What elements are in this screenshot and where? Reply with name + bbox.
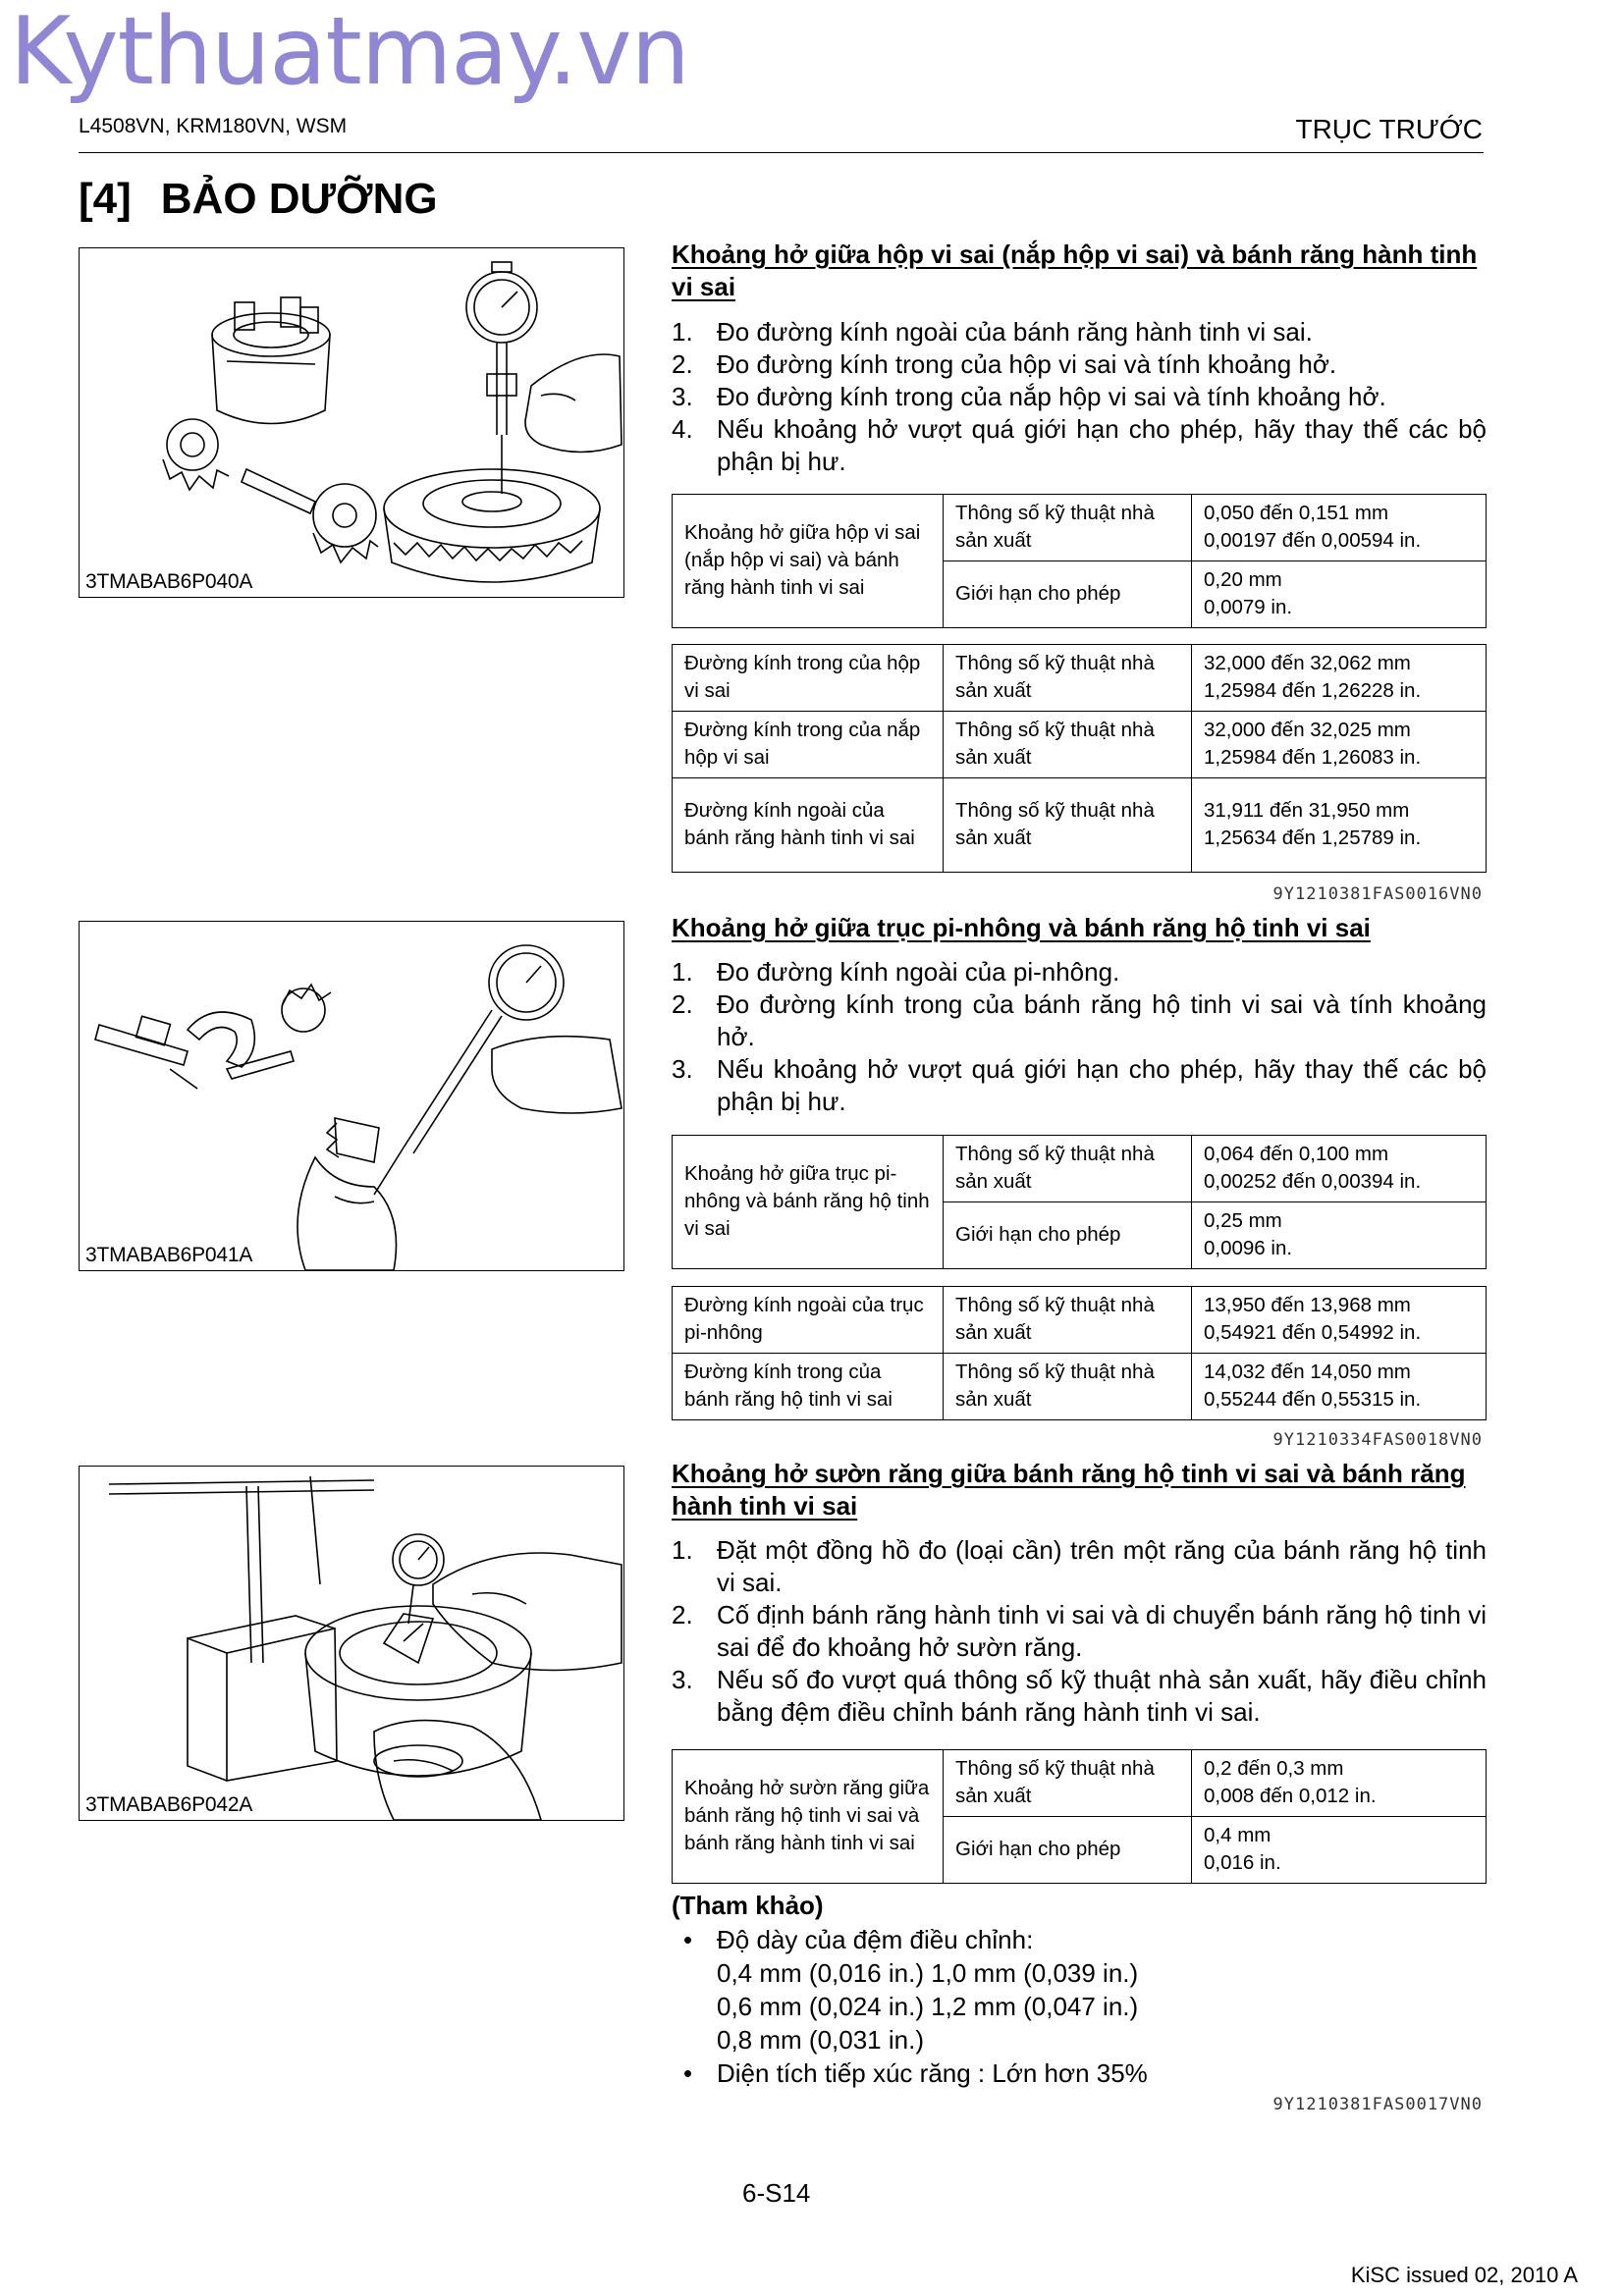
table-row: Đường kính trong của bánh răng hộ tinh vi sai Thông số kỹ thuật nhà sản xuất 14,032 đến 14,050 mm 0,55244 đến 0,55315 in. [673,1354,1487,1420]
backlash-illustration [80,1467,623,1820]
spec-value: 0,050 đến 0,151 mm 0,00197 đến 0,00594 in. [1192,495,1487,561]
step-item: 4. Nếu khoảng hở vượt quá giới hạn cho phép, hãy thay thế các bộ phận bị hư. [672,414,1487,476]
table-row: Đường kính ngoài của bánh răng hành tinh vi sai Thông số kỹ thuật nhà sản xuất 31,911 đến 31,950 mm 1,25634 đến 1,25789 in. [673,778,1487,873]
limit-label: Giới hạn cho phép [944,561,1192,628]
figure-label: 3TMABAB6P040A [85,570,253,593]
differential-case-illustration [80,248,623,597]
figure-label: 3TMABAB6P041A [85,1244,253,1266]
limit-value: 0,20 mm 0,0079 in. [1192,561,1487,628]
page-number: 6-S14 [742,2178,811,2208]
table-row: Đường kính trong của hộp vi sai Thông số kỹ thuật nhà sản xuất 32,000 đến 32,062 mm 1,25984 đến 1,26228 in. [673,645,1487,712]
document-code: 9Y1210381FAS0016VN0 [1272,884,1483,904]
step-item: 3. Đo đường kính trong của nắp hộp vi sai và tính khoảng hở. [672,382,1386,411]
spec-label: Thông số kỹ thuật nhà sản xuất [944,495,1192,561]
step-item: 2. Đo đường kính trong của bánh răng hộ tinh vi sai và tính khoảng hở. [672,989,1487,1051]
figure-pinion-shaft-measurement [79,921,624,1271]
watermark: Kythuatmay.vn [10,0,689,106]
subsection-heading: Khoảng hở sườn răng giữa bánh răng hộ tinh vi sai và bánh răng hành tinh vi sai [672,1459,1466,1521]
step-item: 3. Nếu khoảng hở vượt quá giới hạn cho phép, hãy thay thế các bộ phận bị hư. [672,1054,1487,1116]
limit-label: Giới hạn cho phép [944,1817,1192,1884]
reference-item: • Diện tích tiếp xúc răng : Lớn hơn 35% [683,2058,1148,2088]
bullet-icon: • [683,1925,693,1954]
clearance-spec-table [672,494,1487,628]
section-heading: BẢO DƯỠNG [160,175,438,223]
header-divider [79,152,1484,153]
diameter-spec-table [672,644,1487,873]
diameter-spec-table [672,1286,1487,1420]
section-number: [4] [79,175,132,223]
limit-value: 0,4 mm 0,016 in. [1192,1817,1487,1884]
spec-item: Khoảng hở giữa trục pi-nhông và bánh răng hộ tinh vi sai [673,1136,944,1269]
step-item: 1. Đặt một đồng hồ đo (loại cần) trên một răng của bánh răng hộ tinh vi sai. [672,1535,1487,1597]
spec-value: 0,2 đến 0,3 mm 0,008 đến 0,012 in. [1192,1750,1487,1817]
procedure-steps [672,956,1487,1118]
procedure-steps [672,316,1487,478]
header-manual-codes: L4508VN, KRM180VN, WSM [79,115,348,137]
table-row: Đường kính trong của nắp hộp vi sai Thông số kỹ thuật nhà sản xuất 32,000 đến 32,025 mm 1,25984 đến 1,26083 in. [673,712,1487,778]
spec-item: Khoảng hở sườn răng giữa bánh răng hộ tinh vi sai và bánh răng hành tinh vi sai [673,1750,944,1884]
figure-differential-case-measurement [79,247,624,598]
document-code: 9Y1210334FAS0018VN0 [1272,1430,1483,1450]
reference-title: (Tham khảo) [672,1891,824,1920]
header-chapter-title: TRỤC TRƯỚC [1295,114,1483,144]
reference-list [672,1923,1487,2090]
limit-label: Giới hạn cho phép [944,1202,1192,1269]
subsection-heading: Khoảng hở giữa hộp vi sai (nắp hộp vi sai) và bánh răng hành tinh vi sai [672,240,1478,301]
step-item: 1. Đo đường kính ngoài của bánh răng hành tinh vi sai. [672,317,1313,347]
subsection-heading: Khoảng hở giữa trục pi-nhông và bánh răng hộ tinh vi sai [672,913,1371,942]
step-item: 2. Cố định bánh răng hành tinh vi sai và di chuyển bánh răng hộ tinh vi sai để đo khoảng hở sườn răng. [672,1600,1487,1662]
pinion-shaft-illustration [80,922,623,1270]
step-item: 2. Đo đường kính trong của hộp vi sai và tính khoảng hở. [672,349,1337,379]
spec-label: Thông số kỹ thuật nhà sản xuất [944,1136,1192,1202]
clearance-spec-table [672,1135,1487,1269]
bullet-icon: • [683,2058,693,2088]
limit-value: 0,25 mm 0,0096 in. [1192,1202,1487,1269]
procedure-steps [672,1534,1487,1729]
step-item: 3. Nếu số đo vượt quá thông số kỹ thuật nhà sản xuất, hãy điều chỉnh bằng đệm điều chỉnh bánh răng hành tinh vi sai. [672,1665,1487,1727]
spec-label: Thông số kỹ thuật nhà sản xuất [944,1750,1192,1817]
figure-backlash-measurement [79,1466,624,1821]
document-code: 9Y1210381FAS0017VN0 [1272,2095,1483,2114]
table-row: Đường kính ngoài của trục pi-nhông Thông số kỹ thuật nhà sản xuất 13,950 đến 13,968 mm 0,54921 đến 0,54992 in. [673,1287,1487,1354]
figure-label: 3TMABAB6P042A [85,1793,253,1816]
step-item: 1. Đo đường kính ngoài của pi-nhông. [672,957,1120,987]
backlash-spec-table [672,1749,1487,1884]
spec-value: 0,064 đến 0,100 mm 0,00252 đến 0,00394 in. [1192,1136,1487,1202]
issue-note: KiSC issued 02, 2010 A [1350,2263,1578,2287]
spec-item: Khoảng hở giữa hộp vi sai (nắp hộp vi sai) và bánh răng hành tinh vi sai [673,495,944,628]
section-title [79,175,438,224]
reference-item: • Độ dày của đệm điều chỉnh: 0,4 mm (0,016 in.) 1,0 mm (0,039 in.) 0,6 mm (0,024 in.) 1,2 mm (0,047 in.) 0,8 mm (0,031 in.) [683,1925,1139,2055]
